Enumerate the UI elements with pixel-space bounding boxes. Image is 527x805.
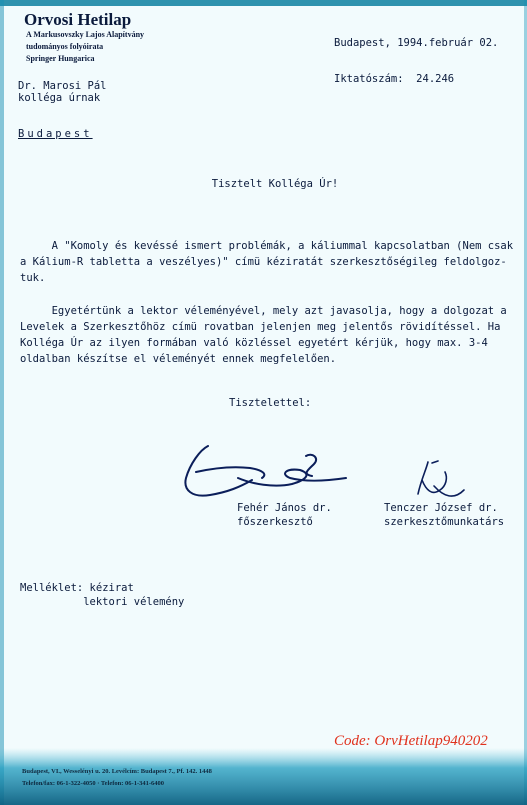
paragraph-line: oldalban készítse el véleményét ennek megfelelően.	[20, 353, 337, 365]
letterhead-line-publisher: Springer Hungarica	[26, 54, 95, 63]
document-code: Code: OrvHetilap940202	[334, 733, 488, 749]
attachments	[20, 581, 184, 609]
addressee-title: kolléga úrnak	[18, 92, 101, 104]
addressee-name: Dr. Marosi Pál	[18, 80, 107, 92]
date-line: Budapest, 1994.február 02.	[334, 37, 499, 49]
paragraph-line: Egyetértünk a lektor véleményével, mely azt javasolja, hogy a dolgozat a	[20, 305, 507, 317]
letterhead-line-journal: tudományos folyóirata	[26, 42, 104, 51]
attachment-label: Melléklet:	[20, 582, 84, 594]
paragraph-line: a Kálium-R tabletta a veszélyes)" címü kéziratát szerkesztőségileg feldolgoz-	[20, 256, 507, 268]
footer-phone: Telefon/fax: 06-1-322-4050 · Telefon: 06-1-341-6400	[22, 780, 165, 787]
signer-name: Tenczer József dr.	[384, 502, 498, 514]
signature-feher	[185, 446, 346, 496]
signer-tenczer	[384, 501, 504, 529]
signature-tenczer	[418, 461, 464, 496]
paragraph-line: A "Komoly és kevéssé ismert problémák, a káliummal kapcsolatban (Nem csak	[20, 240, 514, 252]
signer-name: Fehér János dr.	[237, 502, 332, 514]
attachment-item: kézirat	[89, 582, 134, 594]
attachment-item: lektori vélemény	[83, 596, 185, 608]
signer-feher	[237, 501, 332, 529]
footer-address: Budapest, VI., Wesselényi u. 20. Levélcím: Budapest 7., Pf. 142. 1448	[22, 768, 212, 775]
closing: Tisztelettel:	[229, 397, 312, 409]
paragraph-line: tuk.	[20, 272, 46, 284]
reference-number: Iktatószám: 24.246	[334, 73, 455, 85]
paragraph-line: Levelek a Szerkesztőhöz címü rovatban jelenjen meg jelentős rövidítéssel. Ha	[20, 321, 501, 333]
journal-title: Orvosi Hetilap	[24, 10, 132, 29]
signer-role: szerkesztőmunkatárs	[384, 516, 505, 528]
paragraph-line: Kolléga Úr az ilyen formában való közléssel egyetért kérjük, hogy max. 3-4	[20, 337, 488, 349]
footer-scan-band	[0, 748, 527, 805]
addressee-city: Budapest	[18, 128, 93, 140]
salutation: Tisztelt Kolléga Úr!	[211, 178, 339, 190]
signer-role: főszerkesztő	[237, 516, 313, 528]
letterhead-line-foundation: A Markusovszky Lajos Alapítvány	[26, 30, 145, 39]
